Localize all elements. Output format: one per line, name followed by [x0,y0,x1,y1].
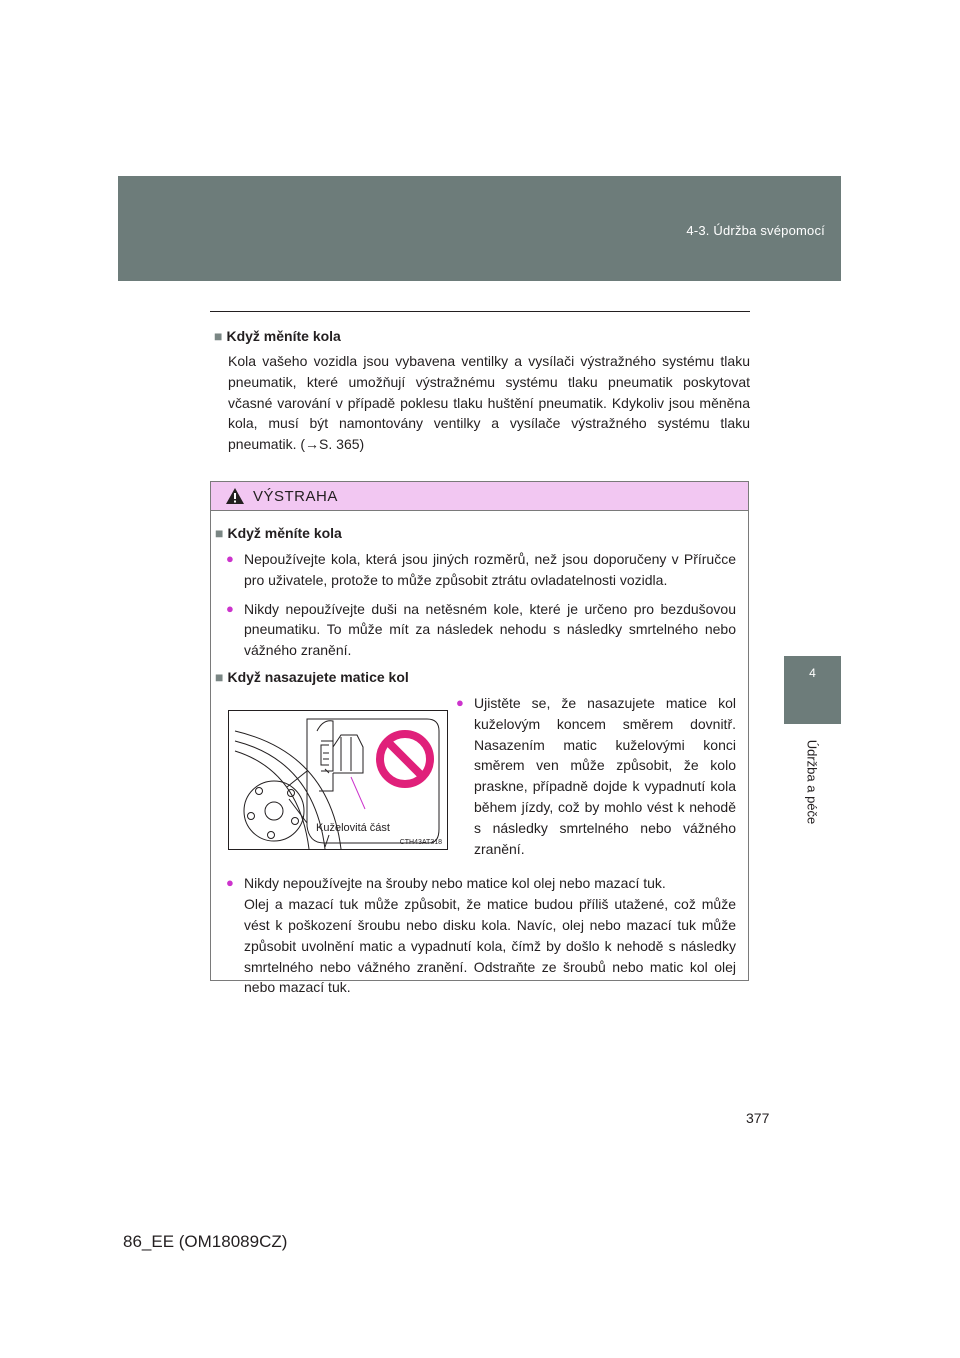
square-bullet-icon: ■ [215,525,224,541]
document-code: 86_EE (OM18089CZ) [123,1232,288,1251]
chapter-label: Údržba a péče [804,739,820,825]
warning-bullet: ● Ujistěte se, že nasazujete matice kol kuželovým koncem směrem dovnitř. Nasazením matic kuželovými konci směrem ven může způsobit, že kolo praskne, případně dojde k vypadnutí kola během jízdy, což by mohlo vést k nehodě s následky smrtelného nebo vážného zranění. [456,694,736,857]
page-number: 377 [746,1110,770,1126]
circle-bullet-icon: ● [226,551,234,566]
chapter-number: 4 [809,666,816,680]
square-bullet-icon: ■ [215,668,224,685]
warning-bullet: ● Nikdy nepoužívejte duši na netěsném kole, které je určeno pro bezdušovou pneumatiku. To může mít za následek nehodu s následky smrtelného nebo vážného zranění. [226,600,736,659]
warning-bullet: ● Nepoužívejte kola, která jsou jiných rozměrů, než jsou doporučeny v Příručce pro uživatele, protože to může způsobit ztrátu ovladatelnosti vozidla. [226,551,736,588]
intro-section [210,328,750,455]
circle-bullet-icon: ● [456,694,464,710]
square-bullet-icon: ■ [214,328,223,344]
intro-heading: ■ Když měníte kola [214,328,341,344]
wheel-nut-figure [228,710,448,850]
figure-caption: Kuželovitá část [316,821,390,834]
top-rule [210,311,750,312]
figure-code: CTH43AT318 [399,838,442,846]
figure-side-text [452,693,736,867]
warning-box [210,481,749,996]
warning-body [211,511,748,998]
warning-section2-heading: ■ Když nasazujete matice kol [215,668,409,685]
warning-section1-heading: ■ Když měníte kola [215,525,342,541]
figure-row [211,693,736,867]
warning-bullet: ● Nikdy nepoužívejte na šrouby nebo matice kol olej nebo mazací tuk. Olej a mazací tuk může způsobit, že matice budou příliš utažené, což může vést k poškození šroubu nebo disku kola. Navíc, olej nebo mazací tuk může způsobit uvolnění matic a vypadnutí kola, čímž by došlo k nehodě s následky smrtelného nebo vážného zranění. Odstraňte ze šroubů nebo matic kol olej nebo mazací tuk. [226,875,736,996]
chapter-tab[interactable] [784,656,841,724]
circle-bullet-icon: ● [226,600,234,616]
warning-header [211,482,748,511]
section-title: 4-3. Údržba svépomocí [686,223,825,238]
header-band [118,176,841,281]
circle-bullet-icon: ● [226,875,234,891]
intro-paragraph: Kola vašeho vozidla jsou vybavena ventilky a vysílači výstražného systému tlaku pneumatik, které umožňují výstražnému systému tlaku pneumatik poskytovat včasné varování v případě poklesu tlaku huštění pneumatik. Kdykoliv jsou měněna kola, musí být namontovány ventilky a vysílače výstražného systému tlaku pneumatik. (→S. 365) [228,353,750,453]
warning-triangle-icon [225,487,245,505]
warning-title: VÝSTRAHA [253,487,338,505]
